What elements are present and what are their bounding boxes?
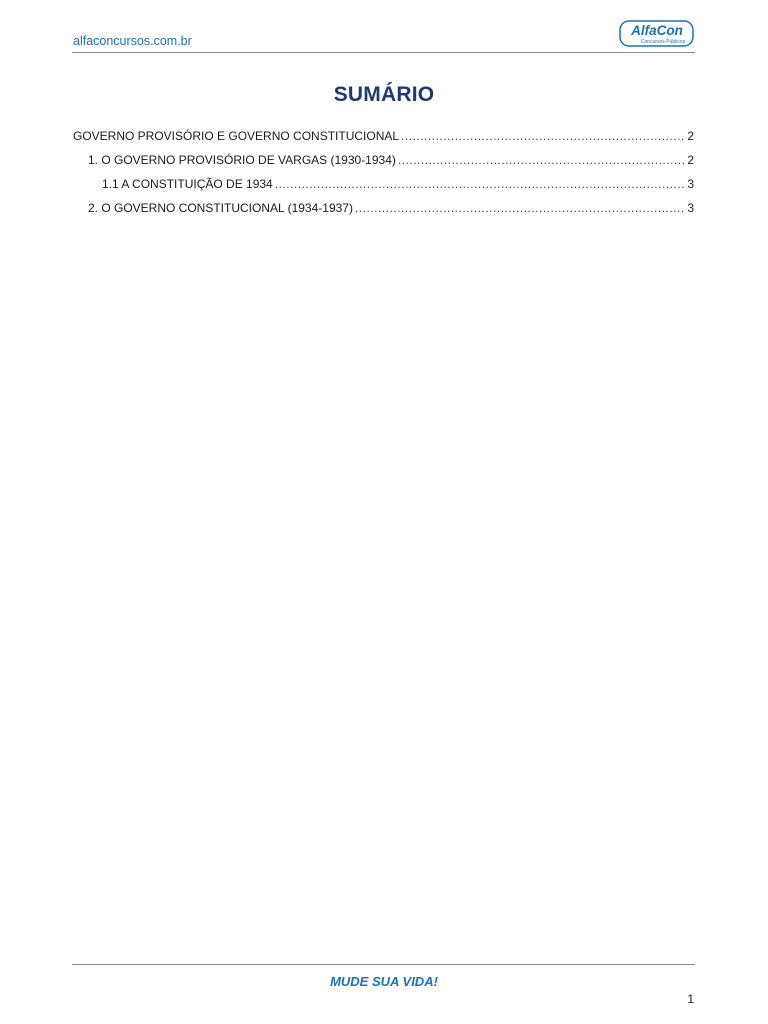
toc-dot-leader xyxy=(355,199,685,217)
toc-page-number: 3 xyxy=(687,177,694,191)
logo-brand-text: AlfaCon xyxy=(631,23,683,38)
site-link[interactable]: alfaconcursos.com.br xyxy=(73,34,192,48)
toc-entry-text: GOVERNO PROVISÓRIO E GOVERNO CONSTITUCIONAL xyxy=(73,129,400,143)
toc-entry[interactable] xyxy=(73,199,694,223)
toc-entry-text: 2. O GOVERNO CONSTITUCIONAL (1934-1937) xyxy=(88,201,353,215)
toc-entry[interactable] xyxy=(73,151,694,175)
alfacon-logo xyxy=(619,18,695,48)
toc-entry-text: 1. O GOVERNO PROVISÓRIO DE VARGAS (1930-1934) xyxy=(88,153,396,167)
footer-divider xyxy=(72,964,695,965)
toc-page-number: 3 xyxy=(687,201,694,215)
toc-dot-leader xyxy=(275,175,686,193)
logo-tagline: Concursos Públicos xyxy=(640,39,686,45)
toc-dot-leader xyxy=(401,127,685,145)
toc-dot-leader xyxy=(398,151,685,169)
toc-page-number: 2 xyxy=(687,129,694,143)
page-title: SUMÁRIO xyxy=(333,83,435,106)
page-number: 1 xyxy=(687,992,694,1006)
toc-entry[interactable] xyxy=(73,127,694,151)
table-of-contents xyxy=(73,127,694,223)
toc-entry[interactable] xyxy=(73,175,694,199)
toc-page-number: 2 xyxy=(687,153,694,167)
footer-slogan: MUDE SUA VIDA! xyxy=(330,974,438,989)
page-header xyxy=(72,18,695,53)
toc-entry-text: 1.1 A CONSTITUIÇÃO DE 1934 xyxy=(102,177,273,191)
